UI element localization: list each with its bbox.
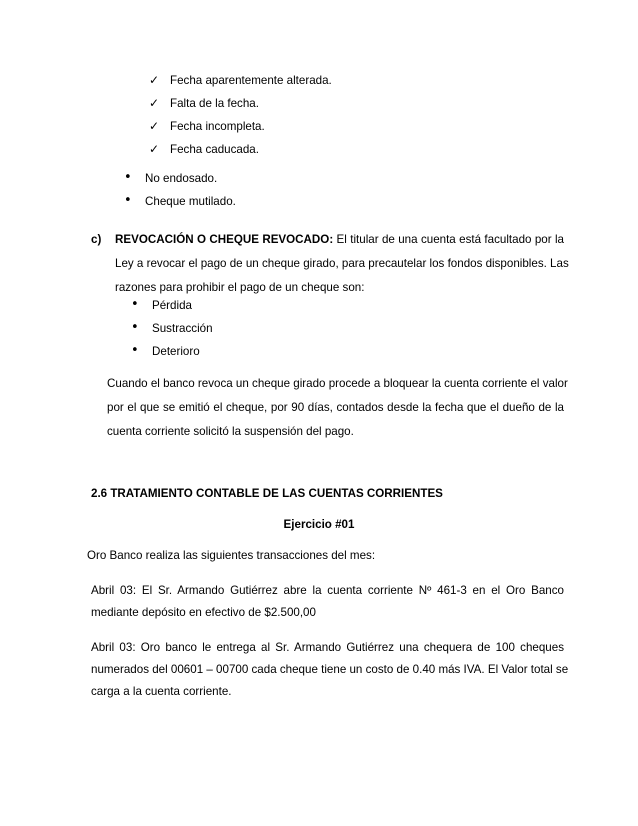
checklist-item: Fecha aparentemente alterada.	[170, 74, 332, 87]
transaction-line: numerados del 00601 – 00700 cada cheque tiene un costo de 0.40 más IVA. El Valor total se	[91, 663, 569, 676]
checklist-item: Fecha incompleta.	[170, 120, 265, 133]
checkmark-icon: ✓	[149, 119, 160, 133]
section-c-marker: c)	[91, 233, 102, 246]
transaction-line: Abril 03: El Sr. Armando Gutiérrez abre la cuenta corriente Nº 461-3 en el Oro Banco	[91, 584, 564, 597]
list-item: No endosado.	[145, 172, 218, 185]
intro-text: Oro Banco realiza las siguientes transacciones del mes:	[87, 549, 376, 562]
transaction-line: mediante depósito en efectivo de $2.500,00	[91, 606, 316, 619]
checkmark-icon: ✓	[149, 73, 160, 87]
paragraph-line: cuenta corriente solicitó la suspensión del pago.	[107, 425, 354, 438]
exercise-title: Ejercicio #01	[283, 518, 355, 531]
list-item: Cheque mutilado.	[145, 195, 236, 208]
bullet-icon: •	[131, 297, 139, 312]
list-item: Sustracción	[152, 322, 213, 335]
checklist-item: Falta de la fecha.	[170, 97, 259, 110]
list-item: Deterioro	[152, 345, 200, 358]
section-c-line-1	[91, 233, 564, 246]
section-c-text: El titular de una cuenta está facultado por la	[333, 233, 564, 246]
bullet-icon: •	[131, 320, 139, 335]
checkmark-icon: ✓	[149, 96, 160, 110]
checkmark-icon: ✓	[149, 142, 160, 156]
paragraph-line: Cuando el banco revoca un cheque girado procede a bloquear la cuenta corriente el valor	[107, 377, 568, 390]
section-heading: 2.6 TRATAMIENTO CONTABLE DE LAS CUENTAS CORRIENTES	[91, 487, 443, 500]
bullet-icon: •	[124, 170, 132, 185]
bullet-icon: •	[124, 193, 132, 208]
paragraph-line: por el que se emitió el cheque, por 90 días, contados desde la fecha que el dueño de la	[107, 401, 564, 414]
list-item: Pérdida	[152, 299, 192, 312]
checklist-item: Fecha caducada.	[170, 143, 259, 156]
transaction-line: carga a la cuenta corriente.	[91, 685, 232, 698]
transaction-line: Abril 03: Oro banco le entrega al Sr. Armando Gutiérrez una chequera de 100 cheques	[91, 641, 564, 654]
section-c-line-2: Ley a revocar el pago de un cheque girado, para precautelar los fondos disponibles. Las	[115, 257, 569, 270]
section-c-heading: REVOCACIÓN O CHEQUE REVOCADO:	[115, 233, 334, 246]
bullet-icon: •	[131, 343, 139, 358]
section-c-line-3: razones para prohibir el pago de un cheque son:	[115, 281, 365, 294]
